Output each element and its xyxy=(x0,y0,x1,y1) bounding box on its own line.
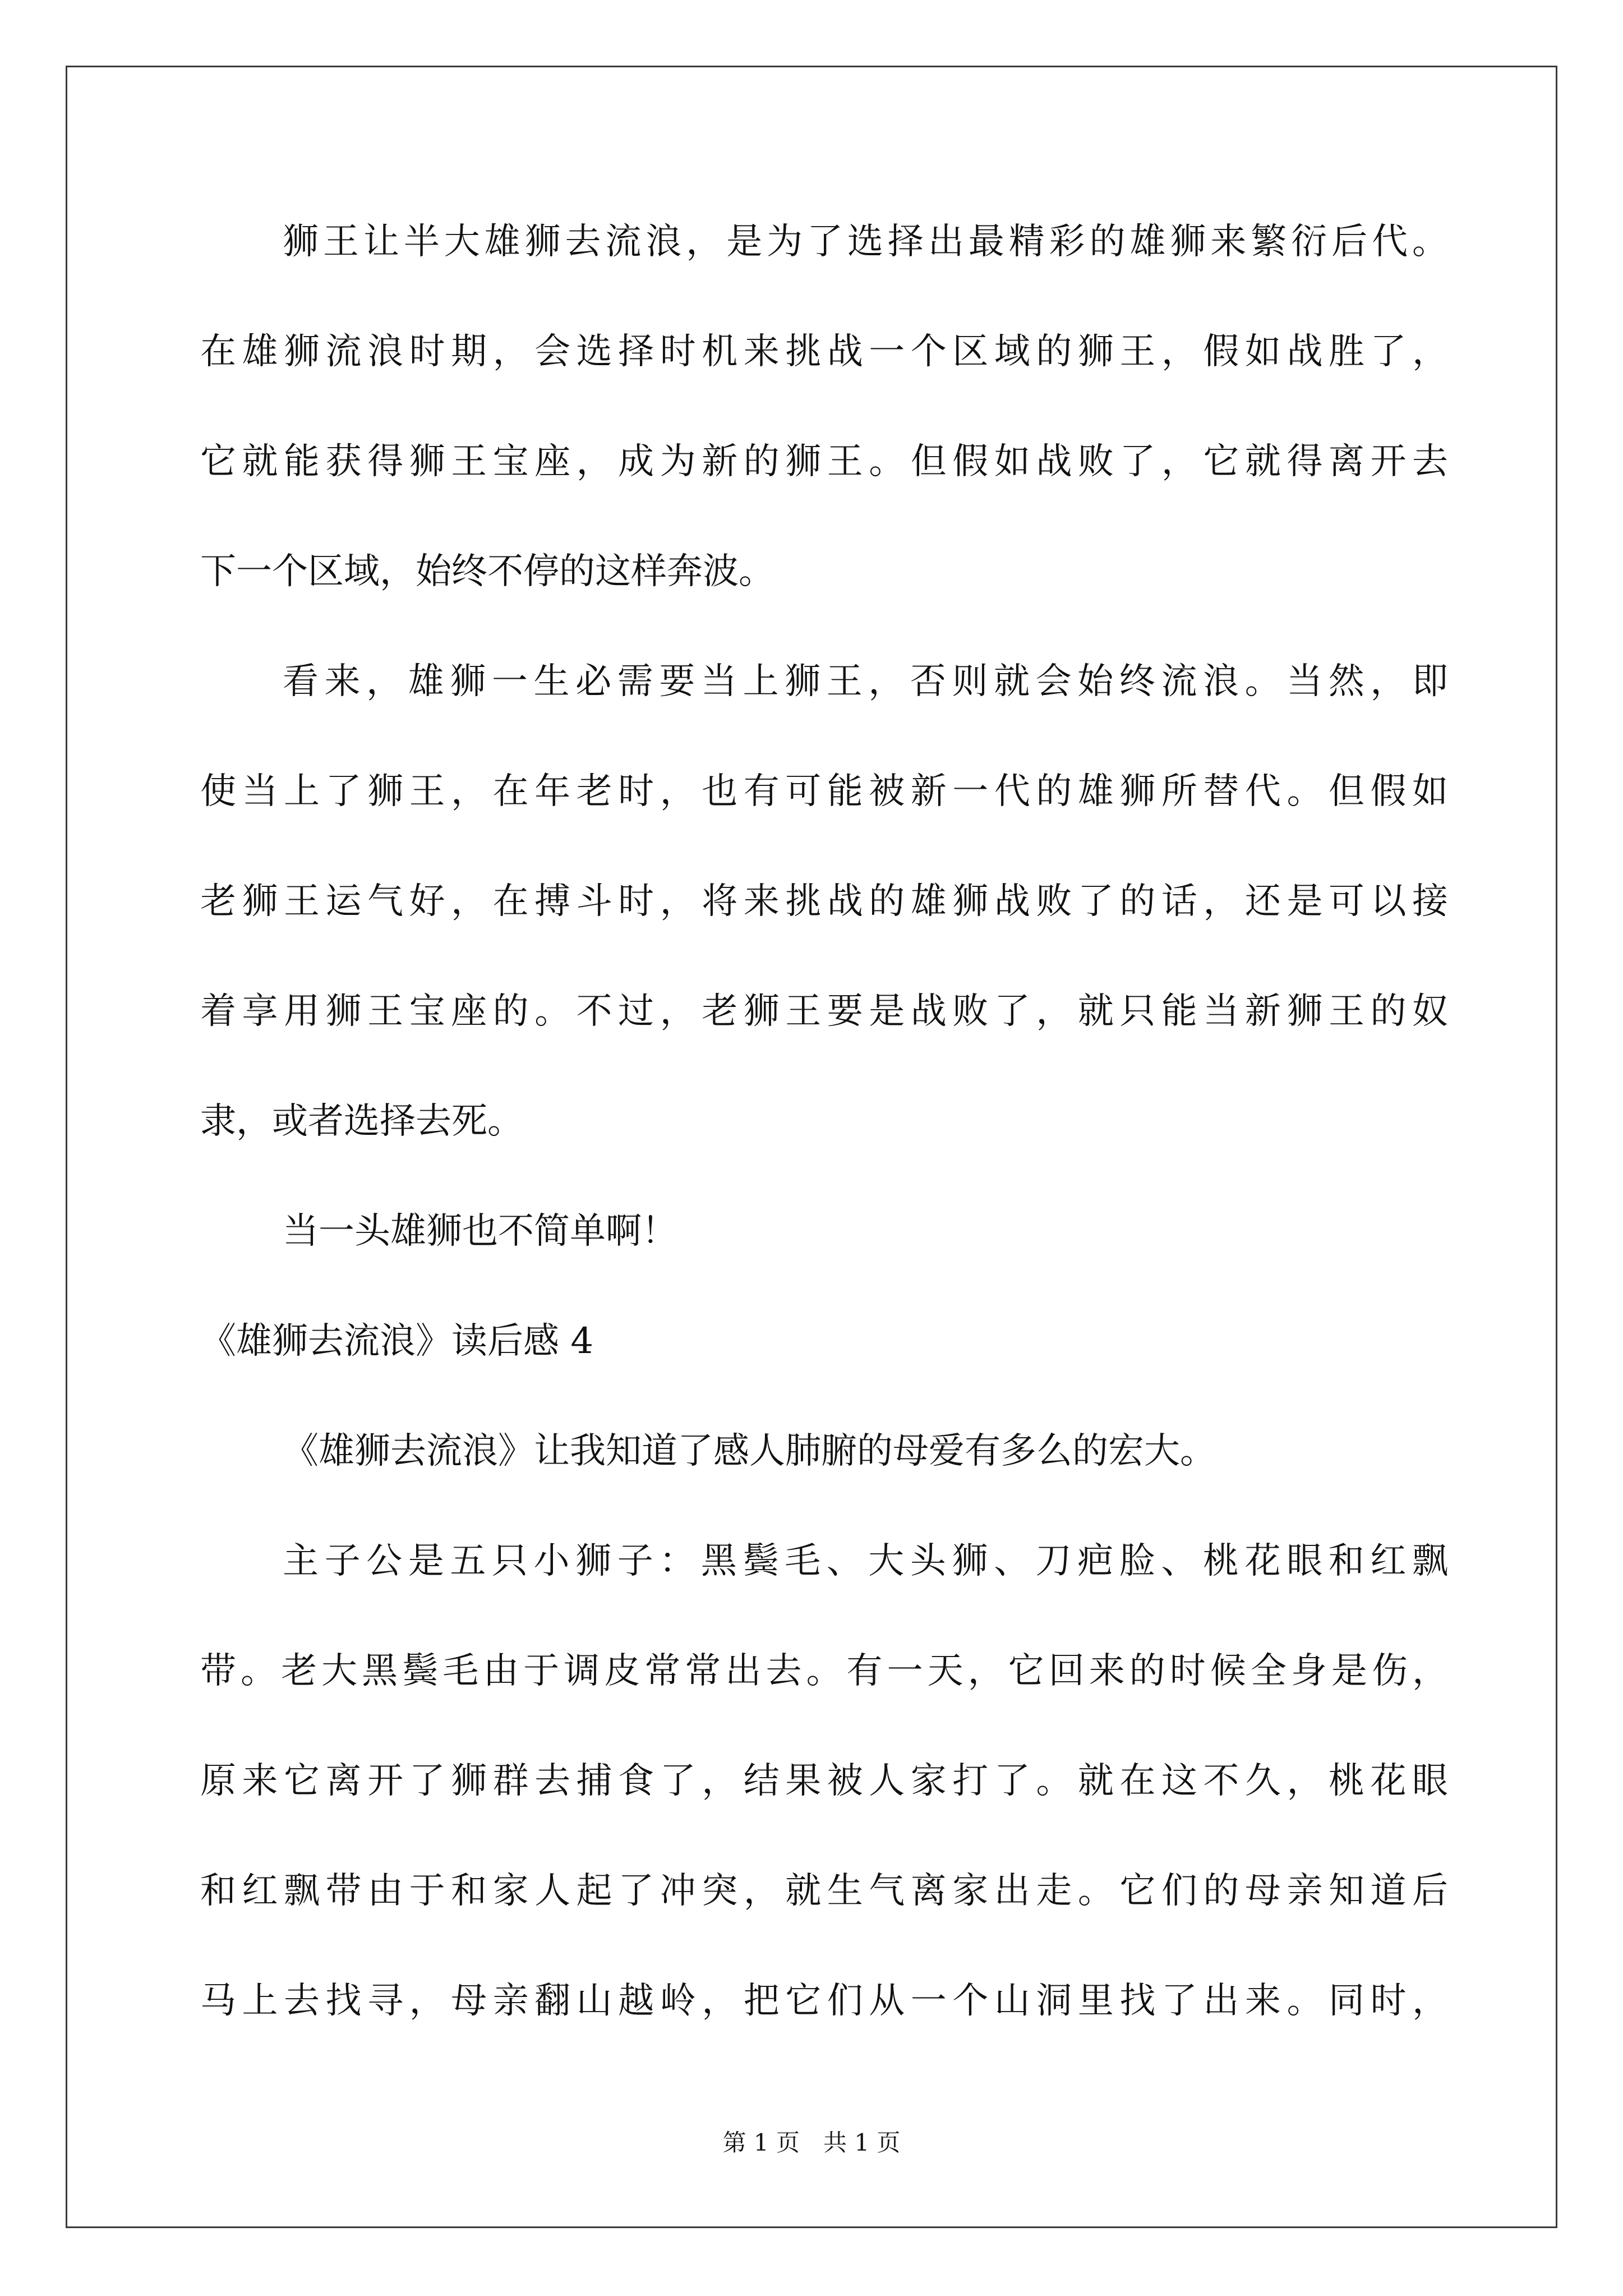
text-line: 当一头雄狮也不简单啊！ xyxy=(283,1211,677,1252)
text-line: 原来它离开了狮群去捕食了，结果被人家打了。就在这不久，桃花眼 xyxy=(200,1760,1448,1802)
text-line: 着享用狮王宝座的。不过，老狮王要是战败了，就只能当新狮王的奴 xyxy=(200,991,1448,1032)
text-line: 和红飘带由于和家人起了冲突，就生气离家出走。它们的母亲知道后 xyxy=(200,1870,1448,1912)
text-line: 使当上了狮王，在年老时，也有可能被新一代的雄狮所替代。但假如 xyxy=(200,771,1448,812)
text-line: 它就能获得狮王宝座，成为新的狮王。但假如战败了，它就得离开去 xyxy=(200,441,1448,482)
text-line: 在雄狮流浪时期，会选择时机来挑战一个区域的狮王，假如战胜了， xyxy=(200,331,1448,372)
text-line: 马上去找寻，母亲翻山越岭，把它们从一个山洞里找了出来。同时， xyxy=(200,1980,1448,2022)
text-line: 带。老大黑鬓毛由于调皮常常出去。有一天，它回来的时候全身是伤， xyxy=(200,1650,1448,1692)
text-line: 老狮王运气好，在搏斗时，将来挑战的雄狮战败了的话，还是可以接 xyxy=(200,881,1448,922)
text-line: 隶，或者选择去死。 xyxy=(200,1101,523,1142)
page-footer: 第 1 页 共 1 页 xyxy=(722,2129,901,2156)
text-line: 下一个区域，始终不停的这样奔波。 xyxy=(200,551,774,592)
section-heading: 《雄狮去流浪》读后感 4 xyxy=(200,1320,594,1362)
text-line: 《雄狮去流浪》让我知道了感人肺腑的母爱有多么的宏大。 xyxy=(283,1430,1216,1472)
text-line: 主子公是五只小狮子：黑鬓毛、大头狮、刀疤脸、桃花眼和红飘 xyxy=(283,1540,1448,1582)
text-line: 看来，雄狮一生必需要当上狮王，否则就会始终流浪。当然，即 xyxy=(283,661,1448,702)
text-line: 狮王让半大雄狮去流浪，是为了选择出最精彩的雄狮来繁衍后代。 xyxy=(283,221,1448,263)
